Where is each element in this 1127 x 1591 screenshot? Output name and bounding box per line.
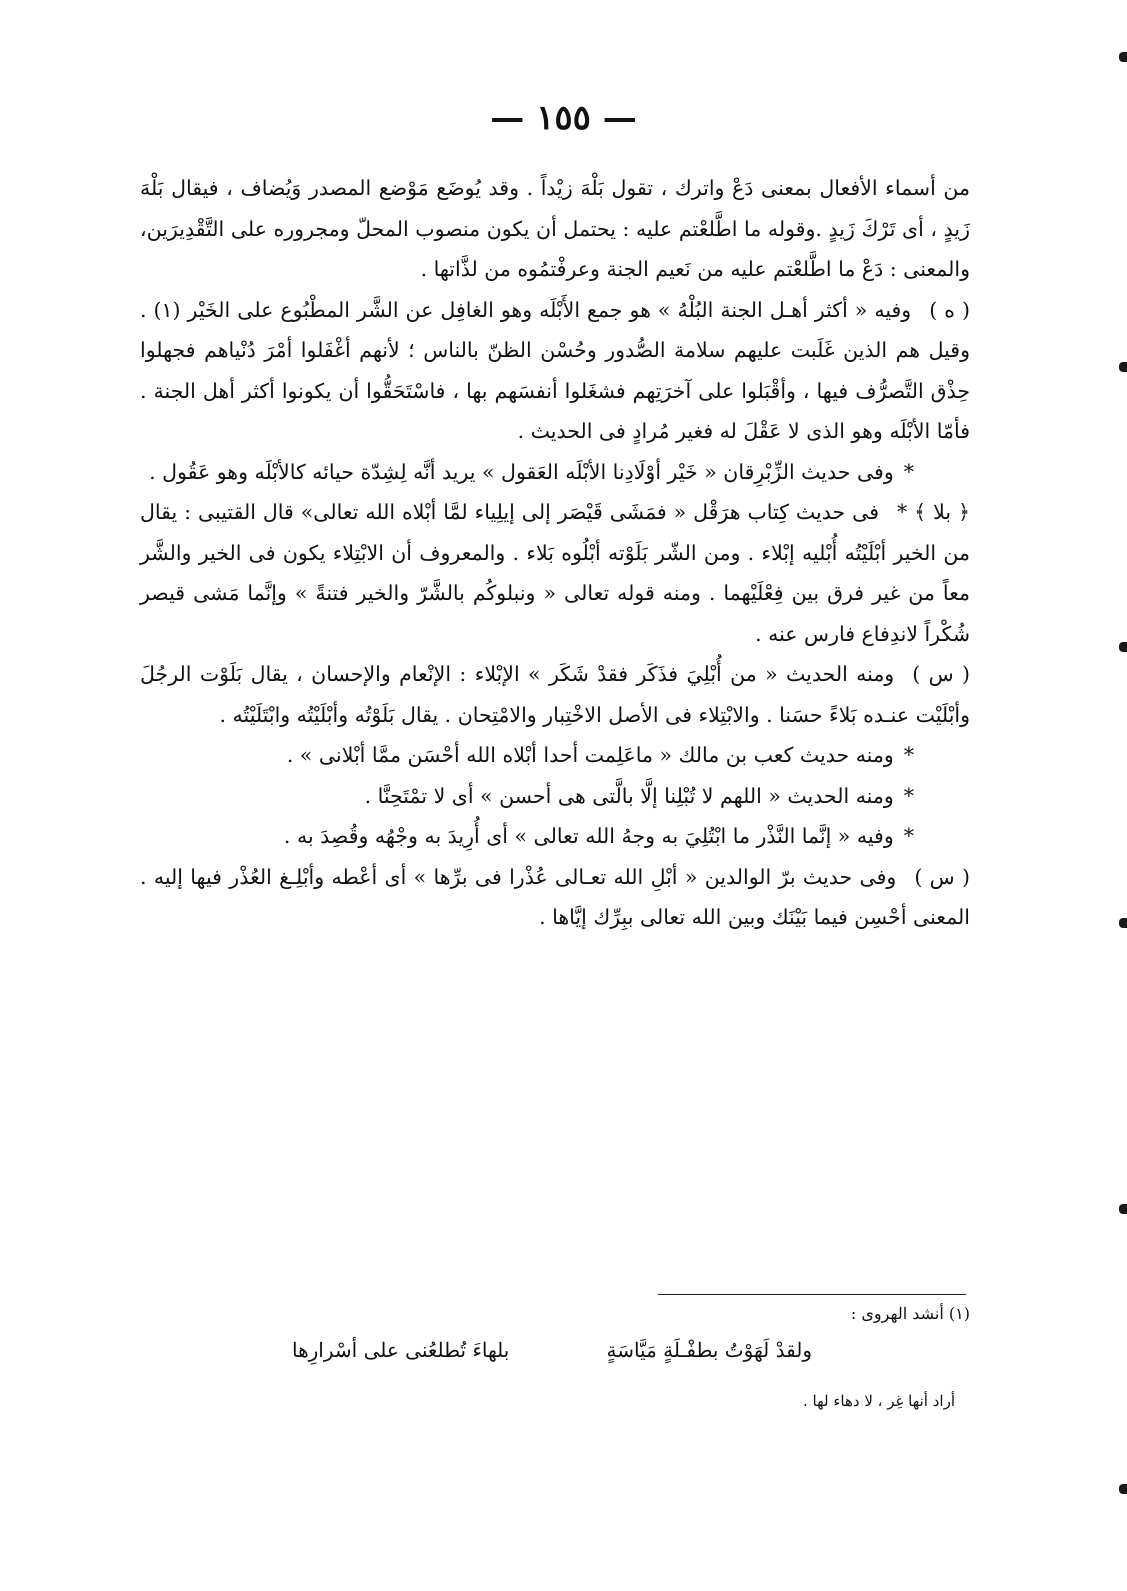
paragraph-text: وفى حديث الزِّبْرِقان « خَيْر أوْلَادِنا الأبْلَه العَقول » يريد أنَّه لِشِدّة حيائه كالأبْلَه وهو عَقُول . [149,459,894,484]
page-number: — ١٥٥ — [490,98,637,138]
body-text [140,168,970,938]
verse-first-hemistich: ولقدْ لَهَوْتُ بطفْـلَةٍ مَيَّاسَةٍ [606,1338,812,1362]
verse-second-hemistich: بلهاءَ تُطلعُنى على أسْرارِها [292,1338,510,1362]
paragraph-marker: ( س ) [914,864,970,889]
paragraph-text: وفى حديث برّ الوالدين « أبْلِ الله تعـالى عُذْرا فى برِّها » أى أعْطه وأبْلِـغ العُذْر فيها إليه . المعنى أحْسِن فيما بَيْنَك وبين الله تعالى ببِرِّك إيَّاها . [140,864,970,929]
scan-edge-mark [1119,362,1127,372]
footnote-divider [658,1294,966,1295]
paragraph-marker: ( ه ) [929,297,970,322]
paragraph-7 [140,776,970,817]
paragraph-text: ومنه حديث كعب بن مالك « ماعَلِمت أحدا أبْلاه الله أحْسَن ممَّا أبْلانى » . [286,743,894,767]
star-marker: * [903,783,914,808]
paragraph-text: وفيه « أكثر أهـل الجنة البُلْهُ » هو جمع الأَبْلَه وهو الغافِل عن الشَّر المطْبُوع على الخَيْر (١) . وقيل هم الذين غَلَبت عليهم سلامة الصُّدور وحُسْن الظنّ بالناس ؛ لأنهم أغْفَلوا أمْرَ دُنْياهم فجهلوا حِذْق التَّصرُّف فيها ، وأقْبَلوا على آخرَتِهم فشغَلوا أنفسَهم بها ، فاسْتَحَقُّوا أن يكونوا أكثر أهل الجنة . فأمّا الأبْلَه وهو الذى لا عَقْلَ له فغير مُرادٍ فى الحديث . [140,297,970,443]
paragraph-3 [140,452,970,493]
paragraph-9 [140,857,970,938]
paragraph-marker: ( س ) [912,662,970,686]
scan-edge-mark [1119,1204,1127,1214]
scan-edge-mark [1119,642,1127,652]
paragraph-text: من أسماء الأفعال بمعنى دَعْ واترك ، تقول بَلْهَ زيْداً . وقد يُوضَع مَوْضع المصدر وَيُضاف ، فيقال بَلْهَ زَيدٍ ، أى تَرْكَ زَيدٍ .وقوله ما اطَّلعْتم عليه : يحتمل أن يكون منصوب المحلّ ومجروره على التَّقْدِيرَين، والمعنى : دَعْ ما اطَّلعْتم عليه من نَعيم الجنة وعرفْتمُوه من لذَّاتها . [140,176,970,281]
star-marker: * [903,824,914,848]
paragraph-5 [140,654,970,735]
paragraph-2 [140,290,970,452]
entry-heading-marker: ﴿ بلا ﴾ * [897,500,970,524]
scan-edge-mark [1119,1484,1127,1494]
paragraph-4 [140,492,970,654]
paragraph-text: وفيه « إنَّما النَّذْر ما ابْتُلِيَ به وجهُ الله تعالى » أى أُرِيدَ به وجْهُه وقُصِدَ به . [283,824,894,848]
footnote-verse [292,1338,812,1362]
paragraph-1 [140,168,970,290]
scan-edge-mark [1119,918,1127,928]
star-marker: * [903,459,914,484]
footnote-label: (١) أنشد الهروى : [850,1304,970,1323]
paragraph-text: ومنه الحديث « من أُبْلِيَ فذَكَر فقدْ شَكَر » الإبْلاء : الإنْعام والإحسان ، يقال بَلَوْت الرجُلَ وأبْلَيْت عنـده بَلاءً حسَنا . والابْتِلاء فى الأصل الاخْتِبار والامْتِحان . يقال بَلَوْتُه وأبْلَيْتُه وابْتَلَيْتُه . [140,662,970,727]
paragraph-8 [140,816,970,857]
paragraph-text: ومنه الحديث « اللهم لا تُبْلِنا إلَّا بالَّتى هى أحسن » أى لا تمْتَحِنَّا . [364,783,894,808]
paragraph-text: فى حديث كِتاب هرَقْل « فمَشَى قَيْصَر إلى إيلِياء لمَّا أبْلاه الله تعالى» قال القتيبى : يقال من الخير أبْلَيْتُه أُبْليه إبْلاء . ومن الشّر بَلَوْته أبْلُوه بَلاء . والمعروف أن الابْتِلاء يكون فى الخير والشَّر معاً من غير فرق بين فِعْلَيْهما . ومنه قوله تعالى « ونبلوكُم بالشَّرّ والخير فتنةً » وإنَّما مَشى قيصر شُكْراً لاندِفاع فارس عنه . [140,500,970,646]
paragraph-6 [140,735,970,776]
footnote-note: أراد أنها غِر ، لا دهاء لها . [802,1392,955,1410]
scan-edge-mark [1119,52,1127,62]
star-marker: * [903,743,914,767]
